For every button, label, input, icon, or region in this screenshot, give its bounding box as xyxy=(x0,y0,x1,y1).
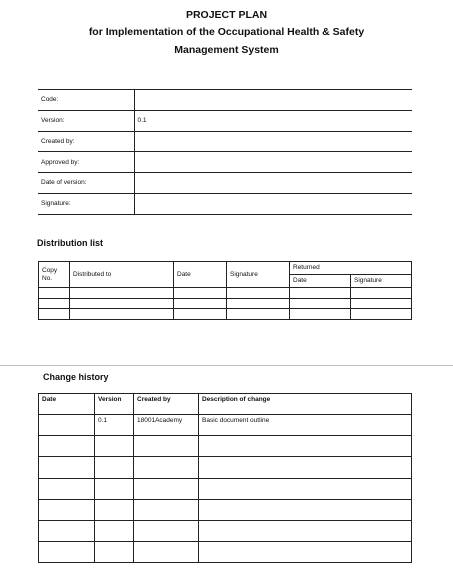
info-row-version xyxy=(38,110,412,131)
table-cell xyxy=(199,542,412,563)
distributed-to-header: Distributed to xyxy=(70,262,174,288)
info-value xyxy=(134,131,412,152)
table-cell xyxy=(174,288,227,299)
table-cell xyxy=(95,457,134,478)
table-cell: 18001Academy xyxy=(134,415,199,436)
signature-header: Signature xyxy=(227,262,290,288)
table-cell xyxy=(95,520,134,541)
info-label: Date of version: xyxy=(38,173,134,194)
info-row-created-by xyxy=(38,131,412,152)
info-row-code xyxy=(38,90,412,111)
table-cell xyxy=(227,288,290,299)
info-value xyxy=(134,193,412,214)
table-cell xyxy=(351,288,412,299)
document-subtitle-line2: Management System xyxy=(174,44,279,56)
table-cell xyxy=(39,499,95,520)
table-row xyxy=(39,415,412,436)
info-row-signature xyxy=(38,193,412,214)
table-cell xyxy=(39,288,70,299)
info-value xyxy=(134,152,412,173)
info-label: Version: xyxy=(38,110,134,131)
table-cell xyxy=(39,298,70,309)
table-cell xyxy=(95,478,134,499)
document-info-table xyxy=(38,89,412,215)
table-cell xyxy=(199,499,412,520)
table-cell xyxy=(174,309,227,320)
date-header: Date xyxy=(174,262,227,288)
change-history-heading: Change history xyxy=(43,372,109,382)
table-cell xyxy=(134,499,199,520)
version-column-header: Version xyxy=(95,394,134,415)
change-history-header-row xyxy=(39,394,412,415)
table-cell xyxy=(70,309,174,320)
returned-date-header: Date xyxy=(290,275,351,288)
table-cell xyxy=(174,298,227,309)
table-cell xyxy=(134,436,199,457)
date-column-header: Date xyxy=(39,394,95,415)
info-row-date-of-version xyxy=(38,173,412,194)
info-label: Code: xyxy=(38,90,134,111)
returned-signature-header: Signature xyxy=(351,275,412,288)
table-cell xyxy=(134,520,199,541)
returned-header: Returned xyxy=(290,262,412,275)
document-subtitle-line1: for Implementation of the Occupational Health & Safety xyxy=(88,26,365,38)
document-title: PROJECT PLAN xyxy=(185,9,268,21)
table-cell xyxy=(199,457,412,478)
info-value xyxy=(134,90,412,111)
info-value xyxy=(134,173,412,194)
table-cell xyxy=(39,542,95,563)
table-cell xyxy=(199,478,412,499)
distribution-list-heading: Distribution list xyxy=(37,238,103,248)
info-row-approved-by xyxy=(38,152,412,173)
info-label: Signature: xyxy=(38,193,134,214)
table-row xyxy=(39,288,412,299)
table-cell xyxy=(134,478,199,499)
info-value: 0.1 xyxy=(134,110,412,131)
table-row xyxy=(39,457,412,478)
table-cell xyxy=(134,542,199,563)
table-row xyxy=(39,436,412,457)
table-cell xyxy=(70,298,174,309)
table-cell xyxy=(39,520,95,541)
table-cell xyxy=(39,457,95,478)
table-cell xyxy=(199,520,412,541)
table-row xyxy=(39,520,412,541)
distribution-list-table xyxy=(38,261,412,320)
table-cell xyxy=(290,298,351,309)
distribution-header-row xyxy=(39,262,412,275)
table-cell xyxy=(39,478,95,499)
table-row xyxy=(39,478,412,499)
page-divider xyxy=(0,365,453,366)
table-cell xyxy=(95,436,134,457)
info-label: Created by: xyxy=(38,131,134,152)
table-cell: 0.1 xyxy=(95,415,134,436)
copy-no-header xyxy=(39,262,70,288)
table-cell xyxy=(290,288,351,299)
table-row xyxy=(39,499,412,520)
info-label: Approved by: xyxy=(38,152,134,173)
table-cell xyxy=(95,542,134,563)
created-by-column-header: Created by xyxy=(134,394,199,415)
table-cell xyxy=(39,309,70,320)
table-cell xyxy=(351,309,412,320)
table-cell xyxy=(70,288,174,299)
table-cell xyxy=(290,309,351,320)
change-history-table xyxy=(38,393,412,563)
table-cell xyxy=(199,436,412,457)
table-cell xyxy=(39,436,95,457)
table-cell xyxy=(134,457,199,478)
table-row xyxy=(39,542,412,563)
table-row xyxy=(39,298,412,309)
table-cell xyxy=(227,309,290,320)
table-cell xyxy=(227,298,290,309)
copy-no-label-line2: No. xyxy=(42,274,53,282)
description-column-header: Description of change xyxy=(199,394,412,415)
table-cell xyxy=(95,499,134,520)
table-cell: Basic document outline xyxy=(199,415,412,436)
copy-no-label-line1: Copy xyxy=(42,267,58,274)
table-cell xyxy=(39,415,95,436)
table-row xyxy=(39,309,412,320)
table-cell xyxy=(351,298,412,309)
